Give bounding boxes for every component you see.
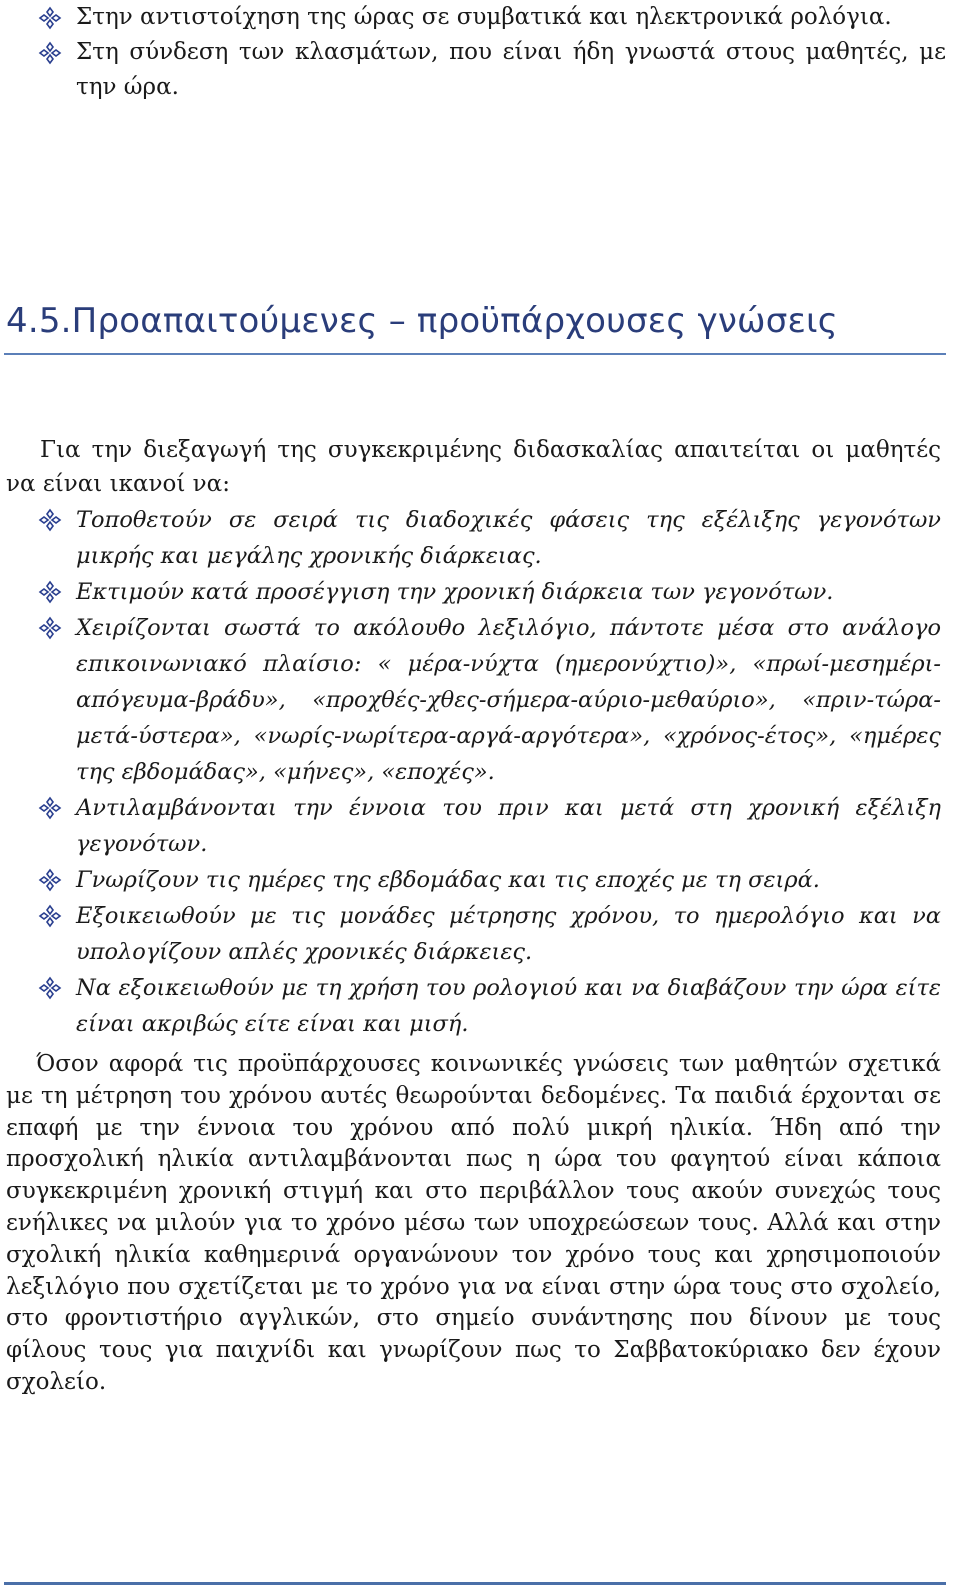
- list-item: [6, 0, 946, 35]
- heading-divider: [4, 353, 946, 355]
- list-item: [6, 790, 941, 862]
- bullet-text: Τοποθετούν σε σειρά τις διαδοχικές φάσεις της εξέλιξης γεγονότων μικρής και μεγάλης χρονικής διάρκειας.: [76, 507, 941, 569]
- four-diamond-bullet-icon: [38, 508, 62, 532]
- list-item: [6, 574, 941, 610]
- list-item: [6, 502, 941, 574]
- bullet-text: Στην αντιστοίχηση της ώρας σε συμβατικά και ηλεκτρονικά ρολόγια.: [76, 4, 892, 30]
- list-item: [6, 970, 941, 1042]
- top-bullet-list: [6, 0, 946, 105]
- four-diamond-bullet-icon: [38, 904, 62, 928]
- list-item: [6, 35, 946, 105]
- list-item: [6, 862, 941, 898]
- bullet-text: Στη σύνδεση των κλασμάτων, που είναι ήδη γνωστά στους μαθητές, με την ώρα.: [76, 39, 946, 100]
- four-diamond-bullet-icon: [38, 616, 62, 640]
- footer-divider: [4, 1582, 946, 1585]
- list-item: [6, 898, 941, 970]
- bullet-text: Να εξοικειωθούν με τη χρήση του ρολογιού και να διαβάζουν την ώρα είτε είναι ακριβώς είτε είναι και μισή.: [76, 975, 941, 1037]
- four-diamond-bullet-icon: [38, 580, 62, 604]
- four-diamond-bullet-icon: [38, 6, 62, 30]
- closing-paragraph: Όσον αφορά τις προϋπάρχουσες κοινωνικές γνώσεις των μαθητών σχετικά με τη μέτρηση του χρόνου αυτές θεωρούνται δεδομένες. Τα παιδιά έρχονται σε επαφή με την έννοια του χρόνου από πολύ μικρή ηλικία. Ήδη από την προσχολική ηλικία αντιλαμβάνονται πως η ώρα του φαγητού είναι κάποια συγκεκριμένη χρονική στιγμή και στο περιβάλλον τους ακούν συνεχώς τους ενήλικες να μιλούν για το χρόνο μέσω των υποχρεώσεων τους. Αλλά και στην σχολική ηλικία καθημερινά οργανώνουν τον χρόνο τους και χρησιμοποιούν λεξιλόγιο που σχετίζεται με το χρόνο για να είναι στην ώρα τους στο σχολείο, στο φροντιστήριο αγγλικών, στο σημείο συνάντησης που δίνουν με τους φίλους τους για παιχνίδι και γνωρίζουν πως το Σαββατοκύριακο δεν έχουν σχολείο.: [6, 1051, 941, 1395]
- four-diamond-bullet-icon: [38, 41, 62, 65]
- bullet-text: Εκτιμούν κατά προσέγγιση την χρονική διάρκεια των γεγονότων.: [76, 579, 834, 605]
- bullet-text: Γνωρίζουν τις ημέρες της εβδομάδας και τις εποχές με τη σειρά.: [76, 867, 820, 893]
- four-diamond-bullet-icon: [38, 868, 62, 892]
- bullet-text: Αντιλαμβάνονται την έννοια του πριν και μετά στη χρονική εξέλιξη γεγονότων.: [76, 795, 941, 857]
- bullet-text: Εξοικειωθούν με τις μονάδες μέτρησης χρόνου, το ημερολόγιο και να υπολογίζουν απλές χρονικές διάρκειες.: [76, 903, 941, 965]
- skills-list: [6, 502, 941, 1042]
- section-heading: 4.5.Προαπαιτούμενες – προϋπάρχουσες γνώσεις: [6, 301, 838, 341]
- four-diamond-bullet-icon: [38, 976, 62, 1000]
- list-item: [6, 610, 941, 790]
- four-diamond-bullet-icon: [38, 796, 62, 820]
- intro-paragraph: Για την διεξαγωγή της συγκεκριμένης διδασκαλίας απαιτείται οι μαθητές να είναι ικανοί να:: [6, 437, 941, 497]
- bullet-text: Χειρίζονται σωστά το ακόλουθο λεξιλόγιο, πάντοτε μέσα στο ανάλογο επικοινωνιακό πλαίσιο: « μέρα-νύχτα (ημερονύχτιο)», «πρωί-μεσημέρι-απόγευμα-βράδυ», «προχθές-χθες-σήμερα-αύριο-μεθαύριο», «πριν-τώρα-μετά-ύστερα», «νωρίς-νωρίτερα-αργά-αργότερα», «χρόνος-έτος», «ημέρες της εβδομάδας», «μήνες», «εποχές».: [76, 615, 941, 785]
